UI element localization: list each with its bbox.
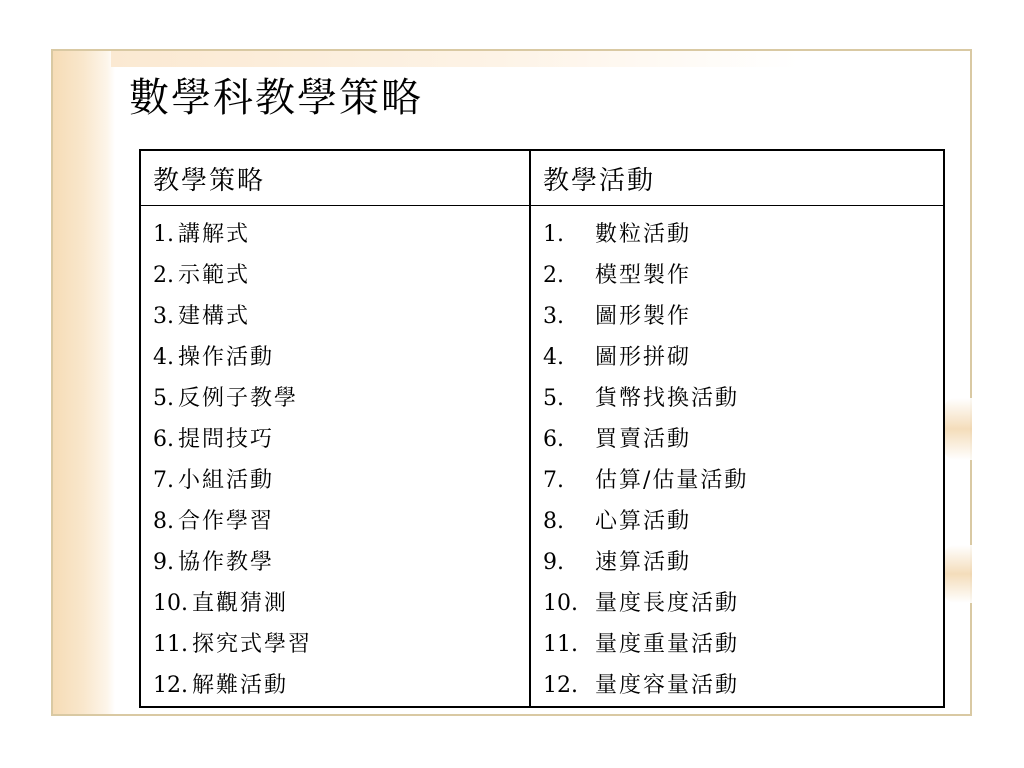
item-number: 7. [153,468,174,493]
strategy-table [139,149,945,708]
table-body-row [140,206,944,708]
item-text: 反例子教學 [178,386,299,411]
item-text: 估算/估量活動 [595,468,749,493]
item-text: 圖形製作 [595,304,692,329]
slide-title: 數學科教學策略 [129,75,423,121]
item-text: 速算活動 [595,550,692,575]
item-number: 4. [543,345,564,370]
item-text: 心算活動 [595,509,692,534]
item-text: 數粒活動 [595,222,692,247]
list-item [543,419,943,460]
item-number: 10. [153,591,188,616]
list-item [153,378,529,419]
item-number: 12. [543,673,578,698]
item-text: 探究式學習 [192,632,313,657]
item-text: 貨幣找換活動 [595,386,740,411]
list-item [543,501,943,542]
list-item [153,583,529,624]
list-item [153,624,529,665]
list-item [543,255,943,296]
item-number: 3. [543,304,564,329]
list-item [543,624,943,665]
item-number: 11. [153,632,188,657]
item-number: 1. [543,222,564,247]
item-text: 直觀猜測 [192,591,289,616]
decorative-top-band [111,51,970,67]
item-number: 5. [153,386,174,411]
item-text: 協作教學 [178,550,275,575]
list-item [153,296,529,337]
list-item [543,542,943,583]
strategy-cell [140,206,530,708]
list-item [153,460,529,501]
activity-list [543,214,943,706]
item-number: 7. [543,468,564,493]
item-number: 1. [153,222,174,247]
item-number: 6. [543,427,564,452]
item-number: 5. [543,386,564,411]
item-text: 小組活動 [178,468,275,493]
item-text: 圖形拼砌 [595,345,692,370]
table-header-row [140,150,944,206]
list-item [543,378,943,419]
list-item [543,665,943,706]
item-number: 9. [153,550,174,575]
item-text: 量度重量活動 [595,632,740,657]
list-item [543,337,943,378]
item-text: 合作學習 [178,509,275,534]
list-item [153,419,529,460]
item-number: 12. [153,673,188,698]
item-number: 8. [153,509,174,534]
item-text: 建構式 [178,304,251,329]
item-number: 9. [543,550,564,575]
item-number: 3. [153,304,174,329]
activity-cell [530,206,944,708]
item-text: 解難活動 [192,673,289,698]
item-text: 操作活動 [178,345,275,370]
list-item [153,501,529,542]
item-number: 4. [153,345,174,370]
item-number: 6. [153,427,174,452]
item-text: 示範式 [178,263,251,288]
header-teaching-activity: 教學活動 [530,150,944,206]
header-teaching-strategy: 教學策略 [140,150,530,206]
list-item [153,255,529,296]
list-item [543,583,943,624]
item-text: 講解式 [178,222,251,247]
list-item [543,214,943,255]
list-item [153,337,529,378]
item-text: 量度容量活動 [595,673,740,698]
item-number: 2. [153,263,174,288]
item-text: 提問技巧 [178,427,275,452]
item-text: 買賣活動 [595,427,692,452]
item-text: 模型製作 [595,263,692,288]
list-item [153,542,529,583]
list-item [153,214,529,255]
list-item [543,460,943,501]
strategy-list [153,214,529,706]
item-number: 2. [543,263,564,288]
list-item [153,665,529,706]
list-item [543,296,943,337]
item-number: 11. [543,632,578,657]
item-number: 10. [543,591,578,616]
item-text: 量度長度活動 [595,591,740,616]
item-number: 8. [543,509,564,534]
